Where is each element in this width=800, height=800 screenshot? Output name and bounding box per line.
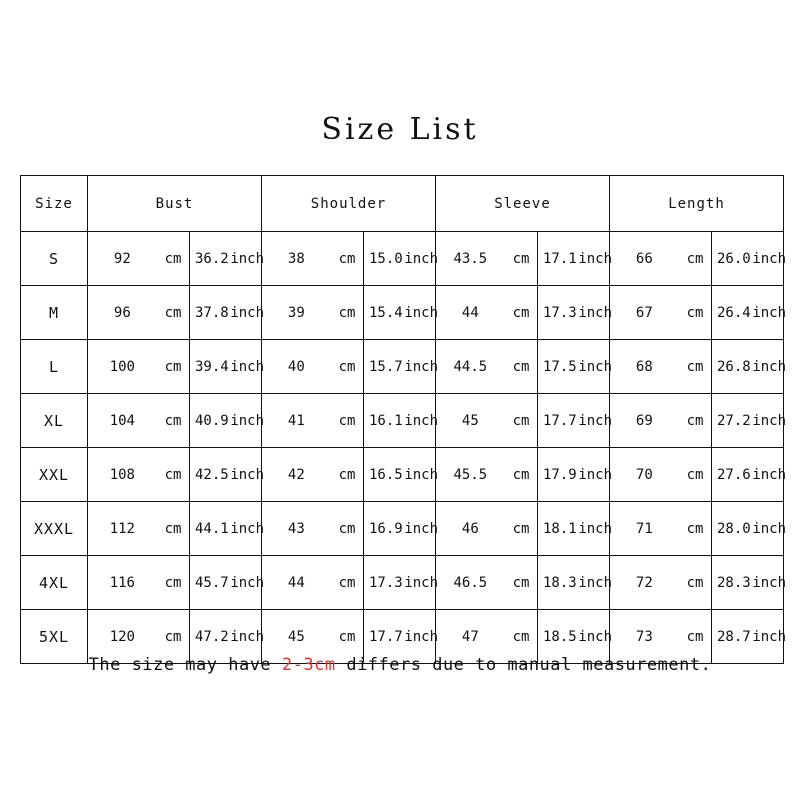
bust-cm-value: 100	[109, 358, 135, 375]
measurement-note	[0, 655, 800, 675]
length-cm-unit: cm	[686, 304, 704, 321]
length-inch-value: 28.0	[711, 502, 755, 555]
table-row	[21, 232, 784, 286]
length-inch-value: 26.8	[711, 340, 755, 393]
table-header-row	[21, 176, 784, 232]
cell-sleeve	[436, 286, 613, 340]
bust-inch-value: 45.7	[189, 556, 233, 609]
shoulder-inch-value: 17.3	[363, 556, 407, 609]
bust-inch-value: 47.2	[189, 610, 233, 663]
cell-size: S	[21, 232, 88, 286]
bust-cm-unit: cm	[164, 250, 182, 267]
shoulder-inch-unit: inch	[404, 358, 439, 375]
cell-sleeve	[436, 394, 613, 448]
shoulder-cm-unit: cm	[338, 574, 356, 591]
length-cm-unit: cm	[686, 358, 704, 375]
cell-bust	[88, 286, 265, 340]
sleeve-cm-value: 44	[461, 304, 479, 321]
sleeve-cm-unit: cm	[512, 304, 530, 321]
cell-size: XXXL	[21, 502, 88, 556]
shoulder-inch-unit: inch	[404, 250, 439, 267]
sleeve-cm-unit: cm	[512, 520, 530, 537]
sleeve-cm-unit: cm	[512, 574, 530, 591]
bust-inch-unit: inch	[230, 520, 265, 537]
sleeve-inch-unit: inch	[578, 304, 613, 321]
shoulder-cm-unit: cm	[338, 412, 356, 429]
shoulder-cm-value: 38	[287, 250, 305, 267]
cell-size: XXL	[21, 448, 88, 502]
cell-shoulder	[262, 502, 439, 556]
shoulder-cm-value: 40	[287, 358, 305, 375]
bust-inch-unit: inch	[230, 466, 265, 483]
bust-inch-value: 39.4	[189, 340, 233, 393]
length-inch-value: 27.2	[711, 394, 755, 447]
sleeve-cm-value: 45.5	[453, 466, 488, 483]
cell-bust	[88, 556, 265, 610]
length-inch-value: 28.7	[711, 610, 755, 663]
sleeve-cm-value: 44.5	[453, 358, 488, 375]
cell-shoulder	[262, 394, 439, 448]
sleeve-inch-value: 18.3	[537, 556, 581, 609]
cell-bust	[88, 232, 265, 286]
bust-cm-value: 108	[109, 466, 135, 483]
shoulder-cm-value: 39	[287, 304, 305, 321]
bust-inch-unit: inch	[230, 250, 265, 267]
shoulder-inch-value: 17.7	[363, 610, 407, 663]
cell-sleeve	[436, 448, 613, 502]
sleeve-cm-unit: cm	[512, 628, 530, 645]
bust-cm-unit: cm	[164, 466, 182, 483]
header-size: Size	[21, 176, 88, 232]
shoulder-inch-unit: inch	[404, 466, 439, 483]
table-row	[21, 556, 784, 610]
sleeve-cm-value: 45	[461, 412, 479, 429]
bust-inch-value: 37.8	[189, 286, 233, 339]
bust-cm-unit: cm	[164, 358, 182, 375]
cell-length	[610, 340, 787, 394]
page-title: Size List	[321, 112, 479, 147]
cell-length	[610, 502, 787, 556]
table-header	[21, 176, 784, 232]
table-row	[21, 394, 784, 448]
cell-shoulder	[262, 286, 439, 340]
cell-length	[610, 556, 787, 610]
shoulder-inch-unit: inch	[404, 628, 439, 645]
sleeve-inch-unit: inch	[578, 412, 613, 429]
shoulder-cm-value: 43	[287, 520, 305, 537]
cell-bust	[88, 502, 265, 556]
bust-inch-value: 40.9	[189, 394, 233, 447]
bust-cm-value: 112	[109, 520, 135, 537]
shoulder-inch-value: 16.5	[363, 448, 407, 501]
sleeve-inch-value: 17.5	[537, 340, 581, 393]
sleeve-inch-unit: inch	[578, 574, 613, 591]
length-cm-value: 69	[635, 412, 653, 429]
cell-length	[610, 232, 787, 286]
shoulder-cm-value: 42	[287, 466, 305, 483]
sleeve-cm-unit: cm	[512, 466, 530, 483]
cell-shoulder	[262, 556, 439, 610]
cell-sleeve	[436, 556, 613, 610]
cell-sleeve	[436, 502, 613, 556]
sleeve-inch-value: 17.1	[537, 232, 581, 285]
sleeve-cm-value: 47	[461, 628, 479, 645]
header-sleeve: Sleeve	[436, 176, 610, 232]
cell-size: 5XL	[21, 610, 88, 664]
cell-size: L	[21, 340, 88, 394]
note-suffix: differs due to manual measurement.	[335, 655, 712, 675]
sleeve-inch-value: 18.1	[537, 502, 581, 555]
length-cm-value: 70	[635, 466, 653, 483]
sleeve-inch-value: 17.3	[537, 286, 581, 339]
bust-cm-value: 96	[113, 304, 131, 321]
shoulder-cm-unit: cm	[338, 250, 356, 267]
table-row	[21, 286, 784, 340]
shoulder-cm-unit: cm	[338, 358, 356, 375]
cell-shoulder	[262, 448, 439, 502]
sleeve-inch-value: 17.9	[537, 448, 581, 501]
shoulder-inch-value: 15.4	[363, 286, 407, 339]
size-table-wrapper	[20, 175, 787, 664]
bust-inch-unit: inch	[230, 358, 265, 375]
shoulder-cm-unit: cm	[338, 466, 356, 483]
shoulder-inch-value: 15.7	[363, 340, 407, 393]
table-row	[21, 340, 784, 394]
shoulder-inch-unit: inch	[404, 304, 439, 321]
bust-cm-value: 104	[109, 412, 135, 429]
sleeve-cm-value: 46.5	[453, 574, 488, 591]
bust-inch-unit: inch	[230, 412, 265, 429]
table-row	[21, 502, 784, 556]
sleeve-cm-value: 46	[461, 520, 479, 537]
cell-size: XL	[21, 394, 88, 448]
length-cm-value: 66	[635, 250, 653, 267]
length-inch-unit: inch	[752, 574, 787, 591]
note-prefix: The size may have	[88, 655, 282, 675]
length-cm-value: 71	[635, 520, 653, 537]
sleeve-inch-unit: inch	[578, 520, 613, 537]
bust-inch-unit: inch	[230, 304, 265, 321]
bust-inch-value: 36.2	[189, 232, 233, 285]
cell-length	[610, 394, 787, 448]
cell-size: 4XL	[21, 556, 88, 610]
length-inch-value: 26.4	[711, 286, 755, 339]
length-cm-unit: cm	[686, 250, 704, 267]
cell-bust	[88, 340, 265, 394]
shoulder-inch-value: 16.1	[363, 394, 407, 447]
sleeve-inch-unit: inch	[578, 358, 613, 375]
length-cm-unit: cm	[686, 466, 704, 483]
length-cm-value: 68	[635, 358, 653, 375]
shoulder-inch-unit: inch	[404, 574, 439, 591]
table-row	[21, 448, 784, 502]
header-length: Length	[610, 176, 784, 232]
size-table	[20, 175, 787, 664]
length-inch-value: 28.3	[711, 556, 755, 609]
note-tolerance: 2-3cm	[281, 655, 336, 675]
bust-cm-unit: cm	[164, 628, 182, 645]
cell-shoulder	[262, 340, 439, 394]
cell-bust	[88, 448, 265, 502]
length-cm-value: 73	[635, 628, 653, 645]
header-shoulder: Shoulder	[262, 176, 436, 232]
bust-inch-unit: inch	[230, 574, 265, 591]
length-inch-unit: inch	[752, 412, 787, 429]
cell-length	[610, 448, 787, 502]
sleeve-inch-value: 17.7	[537, 394, 581, 447]
shoulder-inch-value: 16.9	[363, 502, 407, 555]
sleeve-cm-unit: cm	[512, 412, 530, 429]
bust-cm-unit: cm	[164, 520, 182, 537]
sleeve-cm-value: 43.5	[453, 250, 488, 267]
sleeve-inch-unit: inch	[578, 628, 613, 645]
shoulder-cm-unit: cm	[338, 628, 356, 645]
bust-cm-unit: cm	[164, 304, 182, 321]
shoulder-cm-value: 41	[287, 412, 305, 429]
bust-cm-value: 92	[113, 250, 131, 267]
cell-sleeve	[436, 340, 613, 394]
sleeve-cm-unit: cm	[512, 358, 530, 375]
cell-bust	[88, 394, 265, 448]
length-inch-unit: inch	[752, 304, 787, 321]
length-inch-value: 27.6	[711, 448, 755, 501]
length-inch-unit: inch	[752, 628, 787, 645]
bust-inch-unit: inch	[230, 628, 265, 645]
cell-shoulder	[262, 232, 439, 286]
sleeve-inch-unit: inch	[578, 250, 613, 267]
bust-inch-value: 44.1	[189, 502, 233, 555]
length-cm-unit: cm	[686, 412, 704, 429]
cell-length	[610, 286, 787, 340]
bust-cm-unit: cm	[164, 412, 182, 429]
shoulder-inch-unit: inch	[404, 412, 439, 429]
sleeve-inch-value: 18.5	[537, 610, 581, 663]
sleeve-inch-unit: inch	[578, 466, 613, 483]
length-cm-unit: cm	[686, 520, 704, 537]
shoulder-cm-value: 44	[287, 574, 305, 591]
length-cm-value: 67	[635, 304, 653, 321]
cell-sleeve	[436, 232, 613, 286]
bust-cm-unit: cm	[164, 574, 182, 591]
shoulder-cm-unit: cm	[338, 520, 356, 537]
shoulder-cm-value: 45	[287, 628, 305, 645]
length-cm-unit: cm	[686, 628, 704, 645]
bust-inch-value: 42.5	[189, 448, 233, 501]
bust-cm-value: 116	[109, 574, 135, 591]
cell-size: M	[21, 286, 88, 340]
length-inch-value: 26.0	[711, 232, 755, 285]
shoulder-inch-value: 15.0	[363, 232, 407, 285]
sleeve-cm-unit: cm	[512, 250, 530, 267]
length-inch-unit: inch	[752, 520, 787, 537]
length-inch-unit: inch	[752, 358, 787, 375]
length-inch-unit: inch	[752, 250, 787, 267]
header-bust: Bust	[88, 176, 262, 232]
length-cm-value: 72	[635, 574, 653, 591]
bust-cm-value: 120	[109, 628, 135, 645]
shoulder-inch-unit: inch	[404, 520, 439, 537]
table-body	[21, 232, 787, 664]
length-cm-unit: cm	[686, 574, 704, 591]
length-inch-unit: inch	[752, 466, 787, 483]
shoulder-cm-unit: cm	[338, 304, 356, 321]
